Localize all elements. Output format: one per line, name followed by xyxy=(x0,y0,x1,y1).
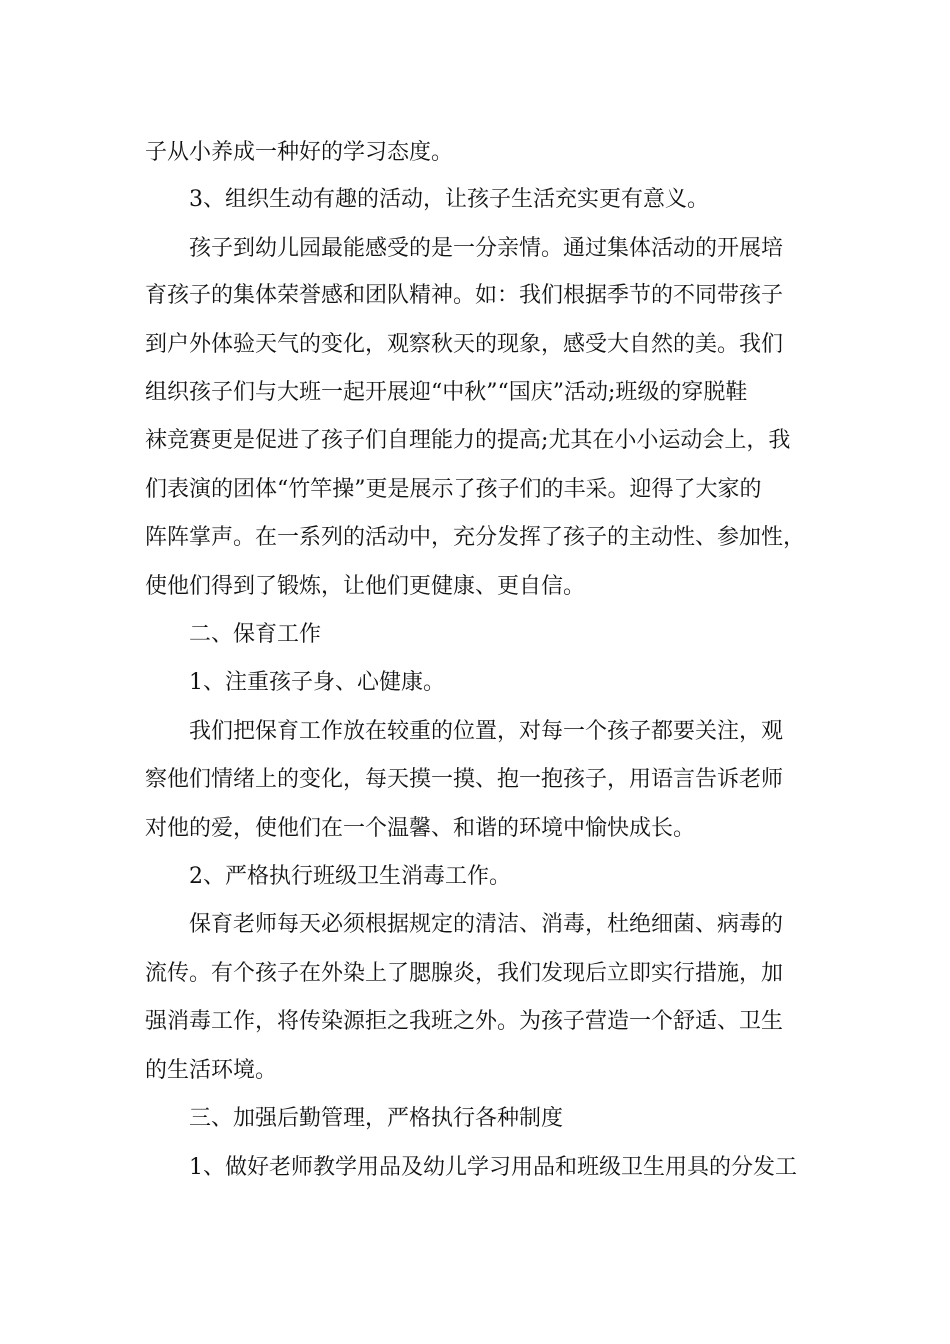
body-text-line: 流传。有个孩子在外染上了腮腺炎，我们发现后立即实行措施，加 xyxy=(145,961,784,986)
body-text-line: 察他们情绪上的变化，每天摸一摸、抱一抱孩子，用语言告诉老师 xyxy=(145,767,784,792)
list-item-heading: 3、组织生动有趣的活动，让孩子生活充实更有意义。 xyxy=(189,187,709,212)
body-text-line: 阵阵掌声。在一系列的活动中，充分发挥了孩子的主动性、参加性， xyxy=(145,525,806,550)
body-text-line: 袜竞赛更是促进了孩子们自理能力的提高;尤其在小小运动会上，我 xyxy=(145,428,791,453)
list-item-heading: 2、严格执行班级卫生消毒工作。 xyxy=(189,864,511,889)
section-heading: 三、加强后勤管理，严格执行各种制度 xyxy=(189,1106,564,1131)
body-text-line: 孩子到幼儿园最能感受的是一分亲情。通过集体活动的开展培 xyxy=(189,236,784,261)
body-text-line: 育孩子的集体荣誉感和团队精神。如：我们根据季节的不同带孩子 xyxy=(145,283,784,308)
body-text-line: 对他的爱，使他们在一个温馨、和谐的环境中愉快成长。 xyxy=(145,816,696,841)
body-text-line: 的生活环境。 xyxy=(145,1058,278,1083)
list-item-heading: 1、注重孩子身、心健康。 xyxy=(189,670,445,695)
body-text-line: 强消毒工作，将传染源拒之我班之外。为孩子营造一个舒适、卫生 xyxy=(145,1009,784,1034)
section-heading: 二、保育工作 xyxy=(189,622,322,647)
list-item-heading: 1、做好老师教学用品及幼儿学习用品和班级卫生用具的分发工 xyxy=(189,1155,797,1180)
body-text-line: 保育老师每天必须根据规定的清洁、消毒，杜绝细菌、病毒的 xyxy=(189,912,784,937)
body-text-line: 我们把保育工作放在较重的位置，对每一个孩子都要关注，观 xyxy=(189,719,784,744)
body-text-line: 子从小养成一种好的学习态度。 xyxy=(145,140,454,165)
body-text-line: 使他们得到了锻炼，让他们更健康、更自信。 xyxy=(145,574,586,599)
body-text-line: 们表演的团体“竹竿操”更是展示了孩子们的丰采。迎得了大家的 xyxy=(145,477,762,502)
body-text-line: 组织孩子们与大班一起开展迎“中秋”“国庆”活动;班级的穿脱鞋 xyxy=(145,380,748,405)
body-text-line: 到户外体验天气的变化，观察秋天的现象，感受大自然的美。我们 xyxy=(145,332,784,357)
